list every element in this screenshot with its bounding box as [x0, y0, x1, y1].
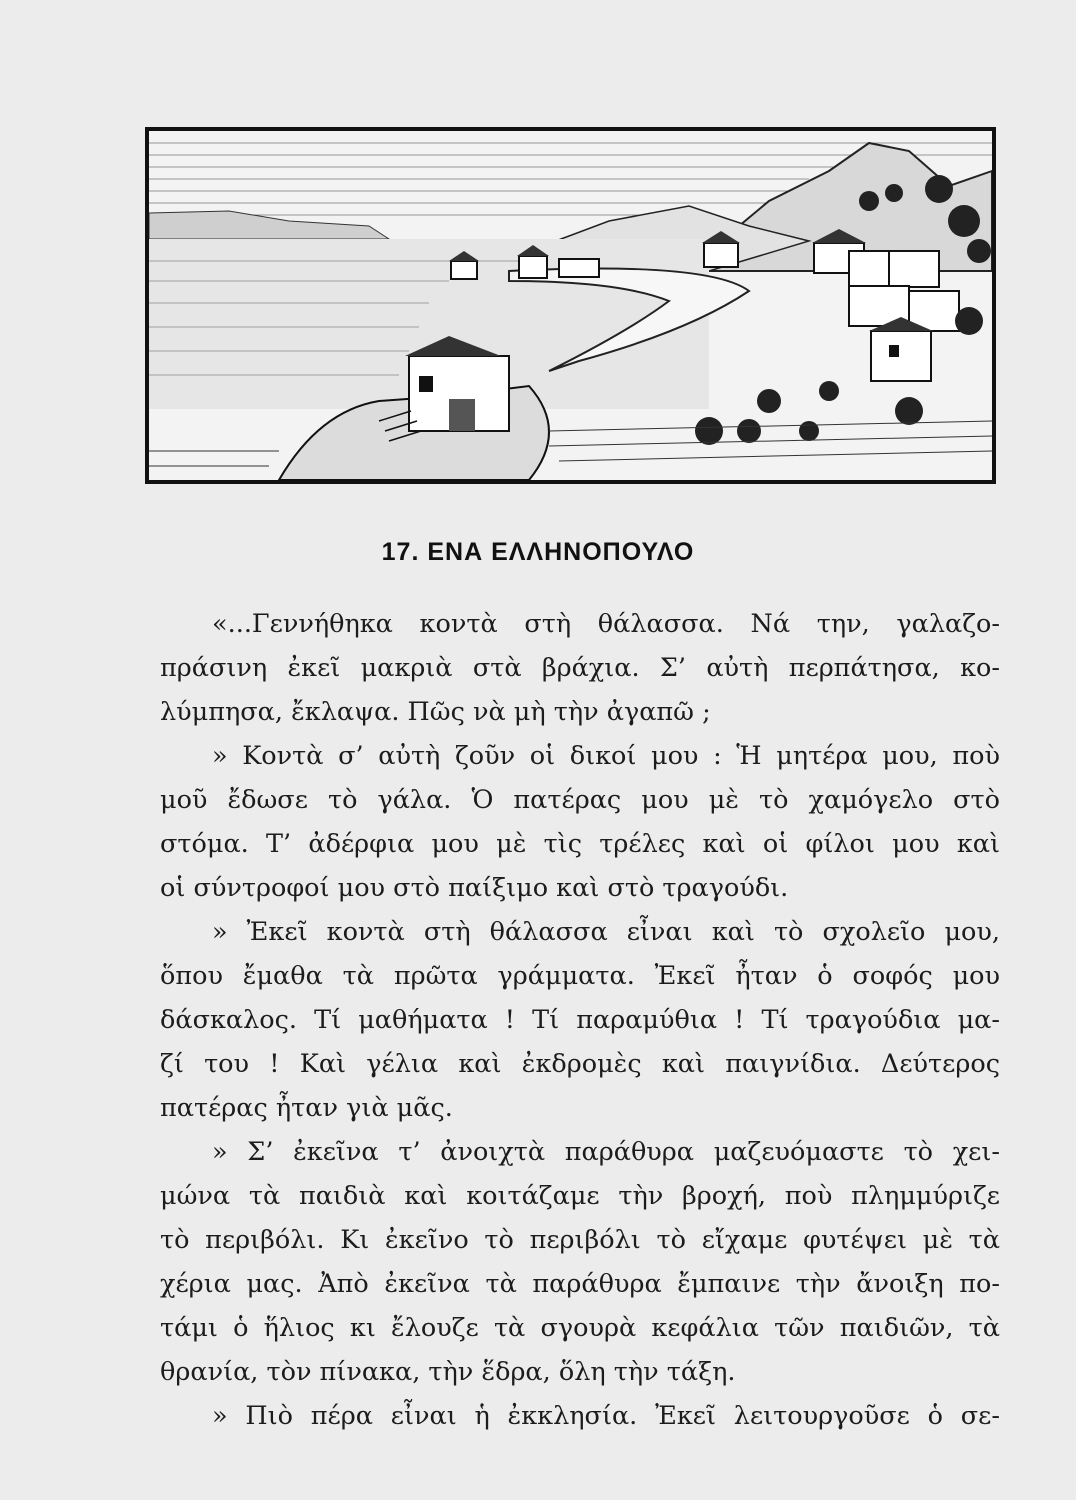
text-line: πατέρας ἦταν γιὰ μᾶς. [160, 1093, 453, 1123]
text-line: τάμι ὁ ἥλιος κι ἔλουζε τὰ σγουρὰ κεφάλια τῶν παιδιῶν, τὰ [160, 1313, 1000, 1343]
text-line: » Κοντὰ σ’ αὐτὴ ζοῦν οἱ δικοί μου : Ἡ μητέρα μου, ποὺ [212, 741, 1000, 771]
text-line: χέρια μας. Ἀπὸ ἐκεῖνα τὰ παράθυρα ἔμπαινε τὴν ἄνοιξη πο- [160, 1269, 1000, 1299]
body-text [160, 602, 1000, 1438]
text-line: » Ἐκεῖ κοντὰ στὴ θάλασσα εἶναι καὶ τὸ σχολεῖο μου, [212, 917, 1000, 947]
text-line: ζί του ! Καὶ γέλια καὶ ἐκδρομὲς καὶ παιγνίδια. Δεύτερος [160, 1049, 1000, 1079]
text-line: » Πιὸ πέρα εἶναι ἡ ἐκκλησία. Ἐκεῖ λειτουργοῦσε ὁ σε- [212, 1401, 1000, 1431]
text-line: λύμπησα, ἔκλαψα. Πῶς νὰ μὴ τὴν ἀγαπῶ ; [160, 697, 711, 727]
text-line: στόμα. Τ’ ἀδέρφια μου μὲ τὶς τρέλες καὶ οἱ φίλοι μου καὶ [160, 829, 1000, 859]
text-line: ὅπου ἔμαθα τὰ πρῶτα γράμματα. Ἐκεῖ ἦταν ὁ σοφός μου [160, 961, 1000, 991]
text-line: οἱ σύντροφοί μου στὸ παίξιμο καὶ στὸ τραγούδι. [160, 873, 789, 903]
text-line: μώνα τὰ παιδιὰ καὶ κοιτάζαμε τὴν βροχή, ποὺ πλημμύριζε [160, 1181, 1000, 1211]
text-line: θρανία, τὸν πίνακα, τὴν ἕδρα, ὅλη τὴν τάξη. [160, 1357, 736, 1387]
text-line: μοῦ ἔδωσε τὸ γάλα. Ὁ πατέρας μου μὲ τὸ χαμόγελο στὸ [160, 785, 1000, 815]
text-line: τὸ περιβόλι. Κι ἐκεῖνο τὸ περιβόλι τὸ εἴχαμε φυτέψει μὲ τὰ [160, 1225, 1000, 1255]
text-line: πράσινη ἐκεῖ μακριὰ στὰ βράχια. Σ’ αὐτὴ περπάτησα, κο- [160, 653, 1000, 683]
text-line: » Σ’ ἐκεῖνα τ’ ἀνοιχτὰ παράθυρα μαζευόμαστε τὸ χει- [212, 1137, 1000, 1167]
text-line: «...Γεννήθηκα κοντὰ στὴ θάλασσα. Νά την, γαλαζο- [212, 609, 1000, 639]
seaside-village-illustration [145, 127, 996, 484]
chapter-title: 17. ΕΝΑ ΕΛΛΗΝΟΠΟΥΛΟ [381, 538, 695, 566]
seaside-village-icon [149, 131, 992, 480]
text-line: δάσκαλος. Τί μαθήματα ! Τί παραμύθια ! Τί τραγούδια μα- [160, 1005, 1000, 1035]
